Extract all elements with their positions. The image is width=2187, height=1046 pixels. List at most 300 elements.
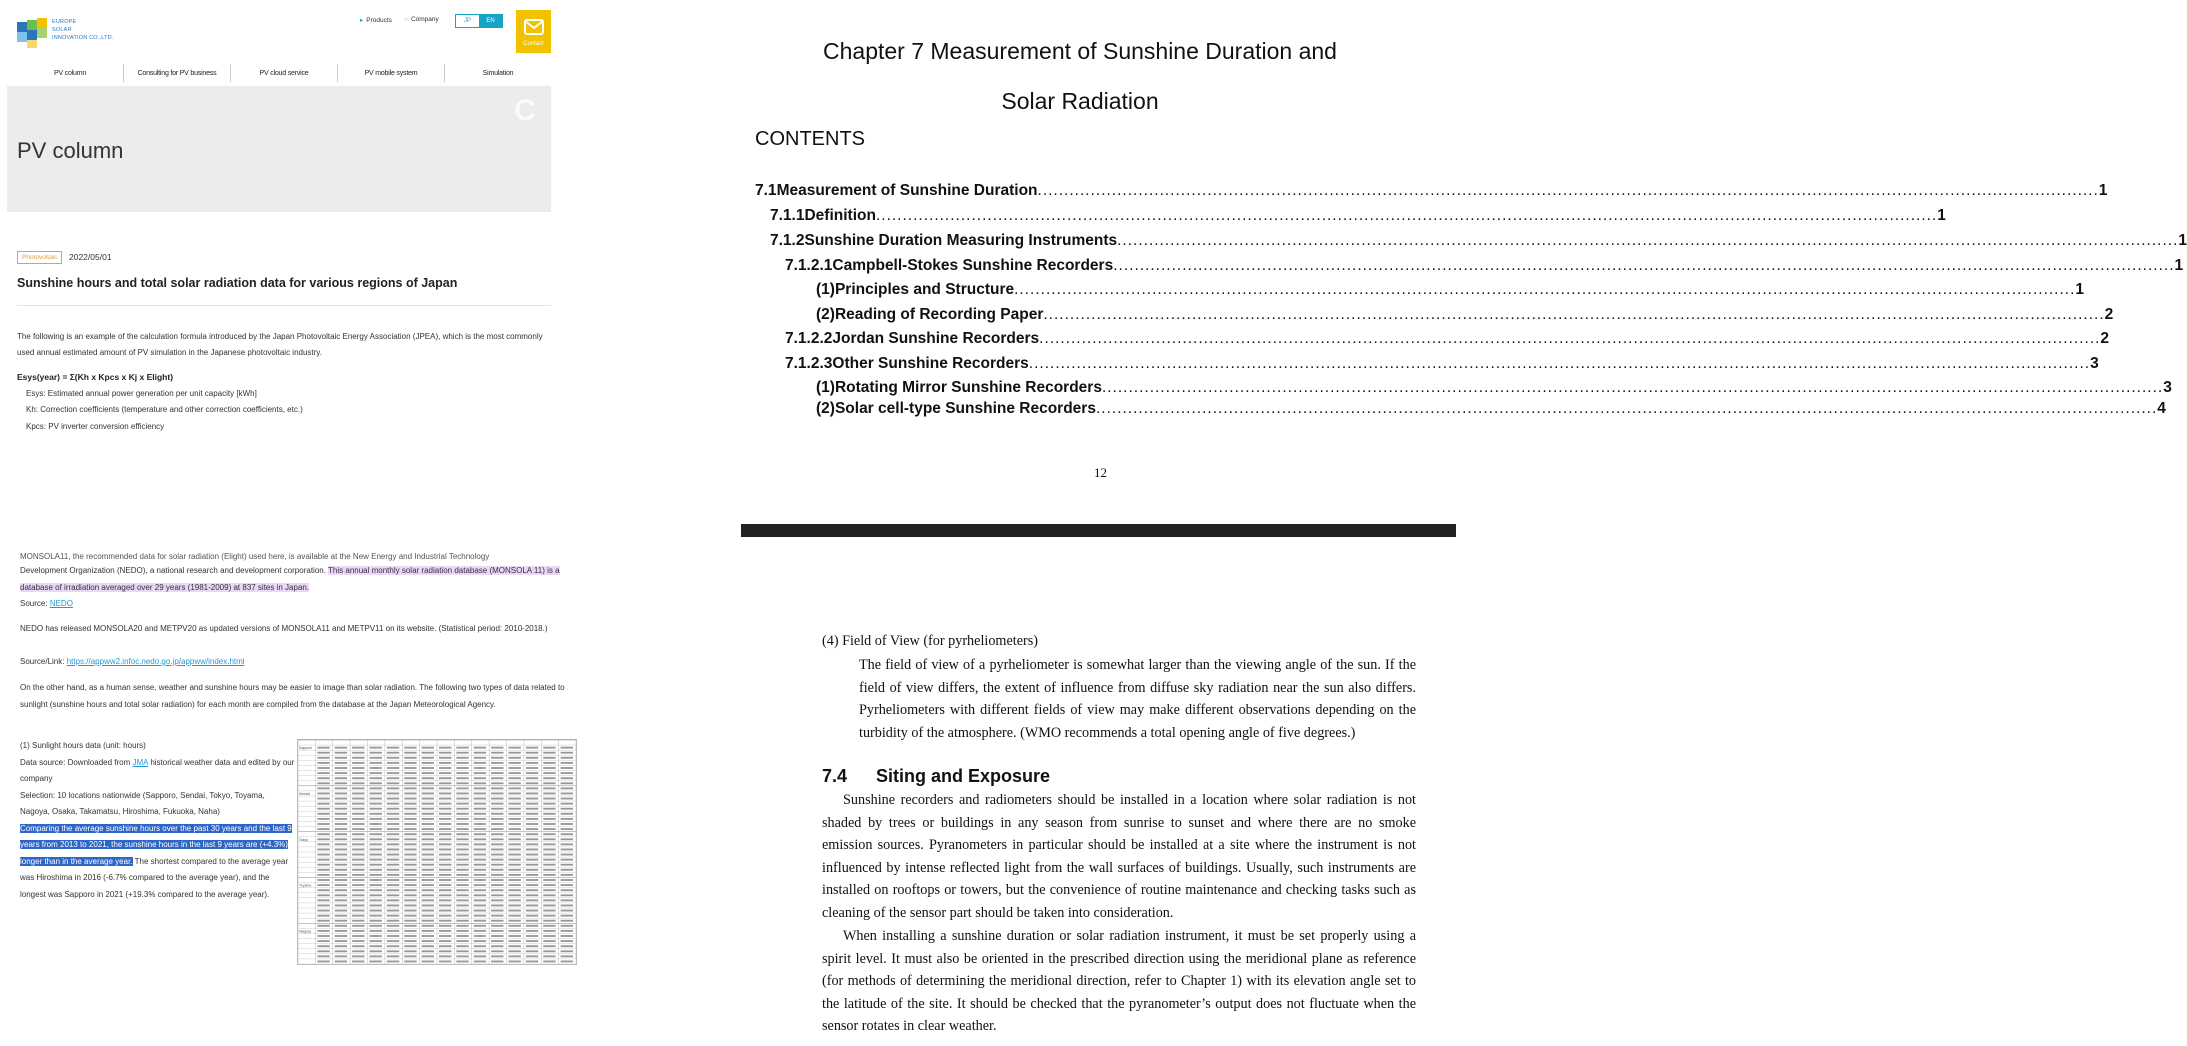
table-cell-value [370, 808, 382, 810]
table-cell-value [526, 859, 538, 861]
nav-simulation[interactable]: Simulation [482, 69, 514, 77]
table-cell-value [370, 838, 382, 840]
table-cell-value [491, 777, 503, 779]
table-cell-value [404, 920, 416, 922]
section-title: Siting and Exposure [876, 766, 1051, 786]
table-cell-value [387, 762, 399, 764]
table-cell-value [474, 940, 486, 942]
table-cell-value [491, 889, 503, 891]
table-cell-value [509, 925, 521, 927]
category-badge[interactable]: Photovoltaic [17, 251, 62, 264]
table-cell-value [526, 767, 538, 769]
source-line [20, 596, 73, 613]
table-cell-value [561, 874, 573, 876]
table-cell-value [509, 782, 521, 784]
table-cell-value [317, 849, 329, 851]
table-cell-value [352, 747, 364, 749]
table-cell-value [317, 879, 329, 881]
toc-entry[interactable] [755, 277, 2085, 299]
toc-title: Campbell-Stokes Sunshine Recorders [832, 257, 1114, 274]
table-cell-value [474, 950, 486, 952]
table-cell-value [422, 803, 434, 805]
toc-entry[interactable] [755, 351, 2099, 373]
table-cell-value [561, 920, 573, 922]
appww-link[interactable]: https://appww2.infoc.nedo.go.jp/appww/index.html [66, 657, 245, 666]
table-cell-value [491, 757, 503, 759]
table-cell-value [422, 940, 434, 942]
products-link[interactable] [360, 16, 392, 24]
table-cell-value [456, 894, 468, 896]
table-cell-value [561, 833, 573, 835]
post-date: 2022/05/01 [69, 252, 112, 262]
table-cell-value [352, 894, 364, 896]
logo-text [52, 18, 114, 42]
table-cell-value [370, 910, 382, 912]
table-cell-value [404, 869, 416, 871]
toc-number: 7.1.1 [770, 207, 805, 224]
table-cell-value [456, 793, 468, 795]
company-link[interactable] [404, 16, 439, 23]
table-cell-value [422, 879, 434, 881]
table-cell-value [526, 930, 538, 932]
table-cell-value [456, 833, 468, 835]
table-cell-value [387, 884, 399, 886]
table-cell-value [422, 899, 434, 901]
table-cell-value [474, 899, 486, 901]
toc-entry[interactable] [755, 375, 2172, 397]
table-cell-value [474, 813, 486, 815]
table-cell-value [335, 808, 347, 810]
table-location-label: Sapporo [299, 746, 313, 751]
table-cell-value [509, 940, 521, 942]
table-cell-value [422, 762, 434, 764]
table-cell-value [439, 915, 451, 917]
table-cell-value [335, 772, 347, 774]
table-cell-value [474, 955, 486, 957]
table-cell-value [352, 930, 364, 932]
table-cell-value [387, 864, 399, 866]
company-icon: ○ [404, 16, 408, 23]
table-cell-value [491, 798, 503, 800]
table-cell-value [404, 787, 416, 789]
table-cell-value [456, 849, 468, 851]
table-cell-value [370, 818, 382, 820]
data-source-rest: historical weather data and edited by our company [20, 757, 295, 783]
table-cell-value [352, 935, 364, 937]
page-number: 12 [1094, 465, 1107, 480]
table-cell-value [335, 752, 347, 754]
table-cell-value [439, 955, 451, 957]
table-cell-value [422, 752, 434, 754]
toc-leader: ........................................................................................................................................................................................................ [1039, 330, 2101, 347]
table-cell-value [526, 787, 538, 789]
table-cell-value [352, 787, 364, 789]
table-cell-value [404, 762, 416, 764]
table-cell-value [404, 894, 416, 896]
nav-consulting[interactable]: Consulting for PV business [124, 64, 231, 82]
table-cell-value [317, 884, 329, 886]
table-cell-value [422, 798, 434, 800]
table-cell-value [335, 884, 347, 886]
table-cell-value [456, 915, 468, 917]
table-cell-value [491, 955, 503, 957]
table-cell-value [404, 813, 416, 815]
table-cell-value [456, 762, 468, 764]
table-cell-value [335, 940, 347, 942]
table-cell-value [491, 884, 503, 886]
table-cell-value [404, 747, 416, 749]
table-cell-value [335, 813, 347, 815]
table-cell-value [491, 793, 503, 795]
table-cell-value [404, 833, 416, 835]
table-location-label: Sendai [299, 791, 310, 796]
table-cell-value [335, 879, 347, 881]
table-cell-value [526, 854, 538, 856]
table-cell-value [456, 961, 468, 963]
table-cell-value [370, 782, 382, 784]
table-cell-value [404, 884, 416, 886]
table-cell-value [439, 752, 451, 754]
table-cell-value [491, 925, 503, 927]
table-cell-value [543, 905, 555, 907]
table-cell-value [456, 879, 468, 881]
toc-page: 1 [2075, 281, 2085, 298]
table-cell-value [543, 864, 555, 866]
table-cell-value [352, 910, 364, 912]
table-cell-value [491, 803, 503, 805]
table-cell-value [526, 818, 538, 820]
table-cell-value [387, 793, 399, 795]
toc-number: 7.1.2.3 [785, 355, 833, 372]
company-label: Company [410, 16, 439, 23]
table-cell-value [370, 950, 382, 952]
table-cell-value [335, 905, 347, 907]
siting-paragraph-2: When installing a sunshine duration or solar radiation instrument, it must be set properly using a spirit level. It must also be oriented in the prescribed direction using the meridional plane as reference (for methods of determining the meridional direction, refer to Chapter 1) with its elevation angle set to the latitude of the site. It should be checked that the pyranometer’s output does not fluctuate when the sensor rotates in clear weather. [822, 928, 1416, 1035]
table-cell-value [439, 864, 451, 866]
table-cell-value [317, 859, 329, 861]
table-cell-value [561, 828, 573, 830]
nav-pv-cloud[interactable]: PV cloud service [231, 64, 338, 82]
contact-button[interactable] [516, 10, 551, 53]
table-cell-value [526, 925, 538, 927]
table-cell-value [387, 752, 399, 754]
table-cell-value [543, 808, 555, 810]
table-cell-value [317, 935, 329, 937]
table-cell-value [422, 787, 434, 789]
jma-link[interactable]: JMA [132, 757, 149, 767]
toc-page: 1 [2178, 232, 2187, 249]
table-cell-value [335, 747, 347, 749]
toc-number: 7.1.2.1 [785, 257, 833, 274]
table-cell-value [352, 757, 364, 759]
table-cell-value [335, 798, 347, 800]
table-cell-value [352, 762, 364, 764]
table-cell-value [404, 930, 416, 932]
table-cell-value [317, 854, 329, 856]
table-cell-value [404, 874, 416, 876]
chapter-title-line-1: Chapter 7 Measurement of Sunshine Duration and [823, 38, 1337, 64]
table-cell-value [561, 910, 573, 912]
table-cell-value [352, 803, 364, 805]
table-cell-value [335, 823, 347, 825]
page-divider [741, 524, 1456, 537]
table-cell-value [439, 843, 451, 845]
table-cell-value [439, 874, 451, 876]
table-cell-value [474, 945, 486, 947]
sunlight-intro-paragraph: On the other hand, as a human sense, weather and sunshine hours may be easier to image than solar radiation. The following two types of data related to sunlight (sunshine hours and total solar radiation) for each month are compiled from the database at the Japan Meteorological Agency. [20, 683, 565, 709]
table-cell-value [491, 879, 503, 881]
table-cell-value [404, 905, 416, 907]
table-cell-value [439, 910, 451, 912]
table-cell-value [422, 905, 434, 907]
table-cell-value [370, 752, 382, 754]
table-cell-value [317, 828, 329, 830]
toc-entry[interactable] [755, 326, 2110, 348]
table-cell-value [474, 838, 486, 840]
table-cell-value [509, 818, 521, 820]
table-cell-value [456, 813, 468, 815]
table-cell-value [352, 955, 364, 957]
table-cell-value [526, 849, 538, 851]
table-cell-value [404, 843, 416, 845]
table-cell-value [474, 782, 486, 784]
toc-number: (2) [816, 306, 835, 323]
table-cell-value [439, 828, 451, 830]
table-cell-value [387, 920, 399, 922]
toc-page: 1 [2098, 182, 2108, 199]
table-cell-value [561, 767, 573, 769]
table-cell-value [387, 813, 399, 815]
sunshine-hours-table[interactable] [297, 739, 577, 965]
toc-entry[interactable] [755, 396, 2166, 418]
table-cell-value [491, 950, 503, 952]
table-cell-value [370, 798, 382, 800]
table-cell-value [543, 803, 555, 805]
table-cell-value [370, 793, 382, 795]
table-cell-value [491, 899, 503, 901]
comparison-rest: The shortest compared to the average year was Hiroshima in 2016 (-6.7% compared to the average year), and the longest was Sapporo in 2021 (+19.3% compared to the average year). [20, 856, 289, 899]
table-cell-value [370, 762, 382, 764]
table-cell-value [439, 889, 451, 891]
table-cell-value [404, 803, 416, 805]
table-cell-value [352, 879, 364, 881]
table-cell-value [491, 828, 503, 830]
table-cell-value [335, 854, 347, 856]
table-cell-value [543, 955, 555, 957]
table-cell-value [422, 950, 434, 952]
table-cell-value [404, 961, 416, 963]
table-cell-value [335, 849, 347, 851]
table-cell-value [526, 752, 538, 754]
table-cell-value [422, 945, 434, 947]
company-logo-icon[interactable] [17, 16, 49, 48]
table-cell-value [509, 808, 521, 810]
table-cell-value [335, 843, 347, 845]
table-cell-value [317, 864, 329, 866]
table-cell-value [474, 757, 486, 759]
table-cell-value [456, 752, 468, 754]
table-cell-value [352, 777, 364, 779]
table-cell-value [387, 823, 399, 825]
table-cell-value [543, 945, 555, 947]
table-location-label: Tokyo [299, 837, 309, 842]
table-cell-value [543, 787, 555, 789]
table-cell-value [317, 910, 329, 912]
table-cell-value [456, 920, 468, 922]
table-cell-value [491, 945, 503, 947]
nedo-link[interactable]: NEDO [49, 599, 73, 608]
table-cell-value [370, 869, 382, 871]
table-cell-value [439, 808, 451, 810]
table-cell-value [526, 955, 538, 957]
table-cell-value [370, 828, 382, 830]
table-cell-value [543, 925, 555, 927]
table-cell-value [352, 793, 364, 795]
table-cell-value [456, 910, 468, 912]
table-cell-value [335, 757, 347, 759]
comparison-highlight: Comparing the average sunshine hours over the past 30 years and the last 9 years from 2013 to 2021, the sunshine hours in the last 9 years are (+4.3%) longer than in the average year. [20, 823, 292, 866]
table-cell-value [422, 767, 434, 769]
hero-ghost-text: C [514, 94, 544, 127]
table-cell-value [543, 782, 555, 784]
table-cell-value [352, 899, 364, 901]
table-cell-value [317, 798, 329, 800]
table-cell-value [474, 920, 486, 922]
table-cell-value [317, 955, 329, 957]
table-cell-value [387, 782, 399, 784]
table-cell-value [509, 813, 521, 815]
table-cell-value [352, 874, 364, 876]
table-cell-value [352, 884, 364, 886]
table-cell-value [439, 747, 451, 749]
table-cell-value [439, 899, 451, 901]
table-cell-value [370, 843, 382, 845]
table-cell-value [352, 838, 364, 840]
post-title: Sunshine hours and total solar radiation data for various regions of Japan [17, 276, 458, 290]
table-cell-value [491, 808, 503, 810]
contact-label: Contact [523, 41, 544, 47]
table-cell-value [526, 762, 538, 764]
table-cell-value [317, 869, 329, 871]
table-cell-value [491, 940, 503, 942]
table-cell-value [317, 752, 329, 754]
table-cell-value [509, 762, 521, 764]
toc-entry[interactable] [755, 253, 2184, 275]
table-cell-value [474, 787, 486, 789]
siting-paragraph-1: Sunshine recorders and radiometers should be installed in a location where solar radiation is not shaded by trees or buildings in any season from sunrise to sunset and where there are no smoke emission sources. Pyranometers in particular should be installed at a site where the instrument is not influenced by intense reflected light from the wall surfaces of buildings. Usually, such instruments are installed on rooftops or towers, but the convenience of routine maintenance and checking tasks such as cleaning of the sensor part should be taken into consideration. [822, 792, 1416, 921]
table-cell-value [509, 899, 521, 901]
table-cell-value [335, 894, 347, 896]
table-cell-value [404, 838, 416, 840]
table-cell-value [387, 955, 399, 957]
table-cell-value [370, 747, 382, 749]
table-cell-value [474, 808, 486, 810]
table-cell-value [526, 838, 538, 840]
nav-pv-column[interactable]: PV column [17, 64, 124, 82]
lang-en-button[interactable]: EN [479, 15, 502, 27]
table-cell-value [352, 854, 364, 856]
table-cell-value [561, 772, 573, 774]
fov-heading: (4) Field of View (for pyrheliometers) [822, 633, 1038, 649]
table-cell-value [474, 854, 486, 856]
table-cell-value [335, 910, 347, 912]
toc-entry[interactable] [755, 228, 2187, 250]
table-cell-value [387, 798, 399, 800]
table-cell-value [561, 849, 573, 851]
comparison-text [20, 821, 296, 904]
table-cell-value [422, 859, 434, 861]
table-cell-value [404, 950, 416, 952]
table-cell-value [317, 833, 329, 835]
table-cell-value [387, 854, 399, 856]
section-heading [822, 766, 1050, 787]
toc-page: 2 [2100, 330, 2110, 347]
products-icon: ▸ [360, 17, 364, 24]
toc-entry[interactable] [755, 302, 2114, 324]
table-cell-value [491, 838, 503, 840]
table-cell-value [439, 757, 451, 759]
table-cell-value [422, 833, 434, 835]
table-cell-value [370, 945, 382, 947]
table-cell-value [561, 782, 573, 784]
table-cell-value [543, 920, 555, 922]
table-cell-value [404, 808, 416, 810]
table-cell-value [404, 777, 416, 779]
toc-entry[interactable] [755, 178, 2108, 200]
table-cell-value [335, 961, 347, 963]
toc-entry[interactable] [755, 203, 1946, 225]
table-cell-value [422, 828, 434, 830]
table-cell-value [404, 828, 416, 830]
table-cell-value [509, 935, 521, 937]
table-cell-value [404, 823, 416, 825]
toc-page: 4 [2157, 400, 2166, 417]
table-cell-value [422, 849, 434, 851]
table-cell-value [352, 945, 364, 947]
toc-page: 1 [2174, 257, 2184, 274]
table-cell-value [439, 767, 451, 769]
table-cell-value [526, 798, 538, 800]
table-cell-value [335, 925, 347, 927]
table-cell-value [439, 930, 451, 932]
table-cell-value [387, 818, 399, 820]
table-cell-value [456, 905, 468, 907]
source-link-line [20, 654, 245, 671]
table-cell-value [439, 777, 451, 779]
table-cell-value [335, 950, 347, 952]
lang-jp-button[interactable]: JP [456, 15, 479, 27]
table-cell-value [370, 940, 382, 942]
table-cell-value [439, 859, 451, 861]
table-cell-value [387, 803, 399, 805]
table-cell-value [561, 899, 573, 901]
table-cell-value [370, 899, 382, 901]
table-cell-value [474, 803, 486, 805]
cut-off-line: MONSOLA11, the recommended data for solar radiation (Elight) used here, is available at the New Energy and Industrial Technology [20, 552, 490, 561]
nav-pv-mobile[interactable]: PV mobile system [338, 64, 445, 82]
table-cell-value [352, 752, 364, 754]
table-cell-value [422, 838, 434, 840]
toc-title: Jordan Sunshine Recorders [832, 330, 1040, 347]
table-cell-value [370, 905, 382, 907]
table-cell-value [509, 828, 521, 830]
table-cell-value [491, 910, 503, 912]
table-cell-value [491, 752, 503, 754]
table-cell-value [317, 808, 329, 810]
table-cell-value [404, 945, 416, 947]
table-cell-value [491, 772, 503, 774]
table-cell-value [387, 905, 399, 907]
